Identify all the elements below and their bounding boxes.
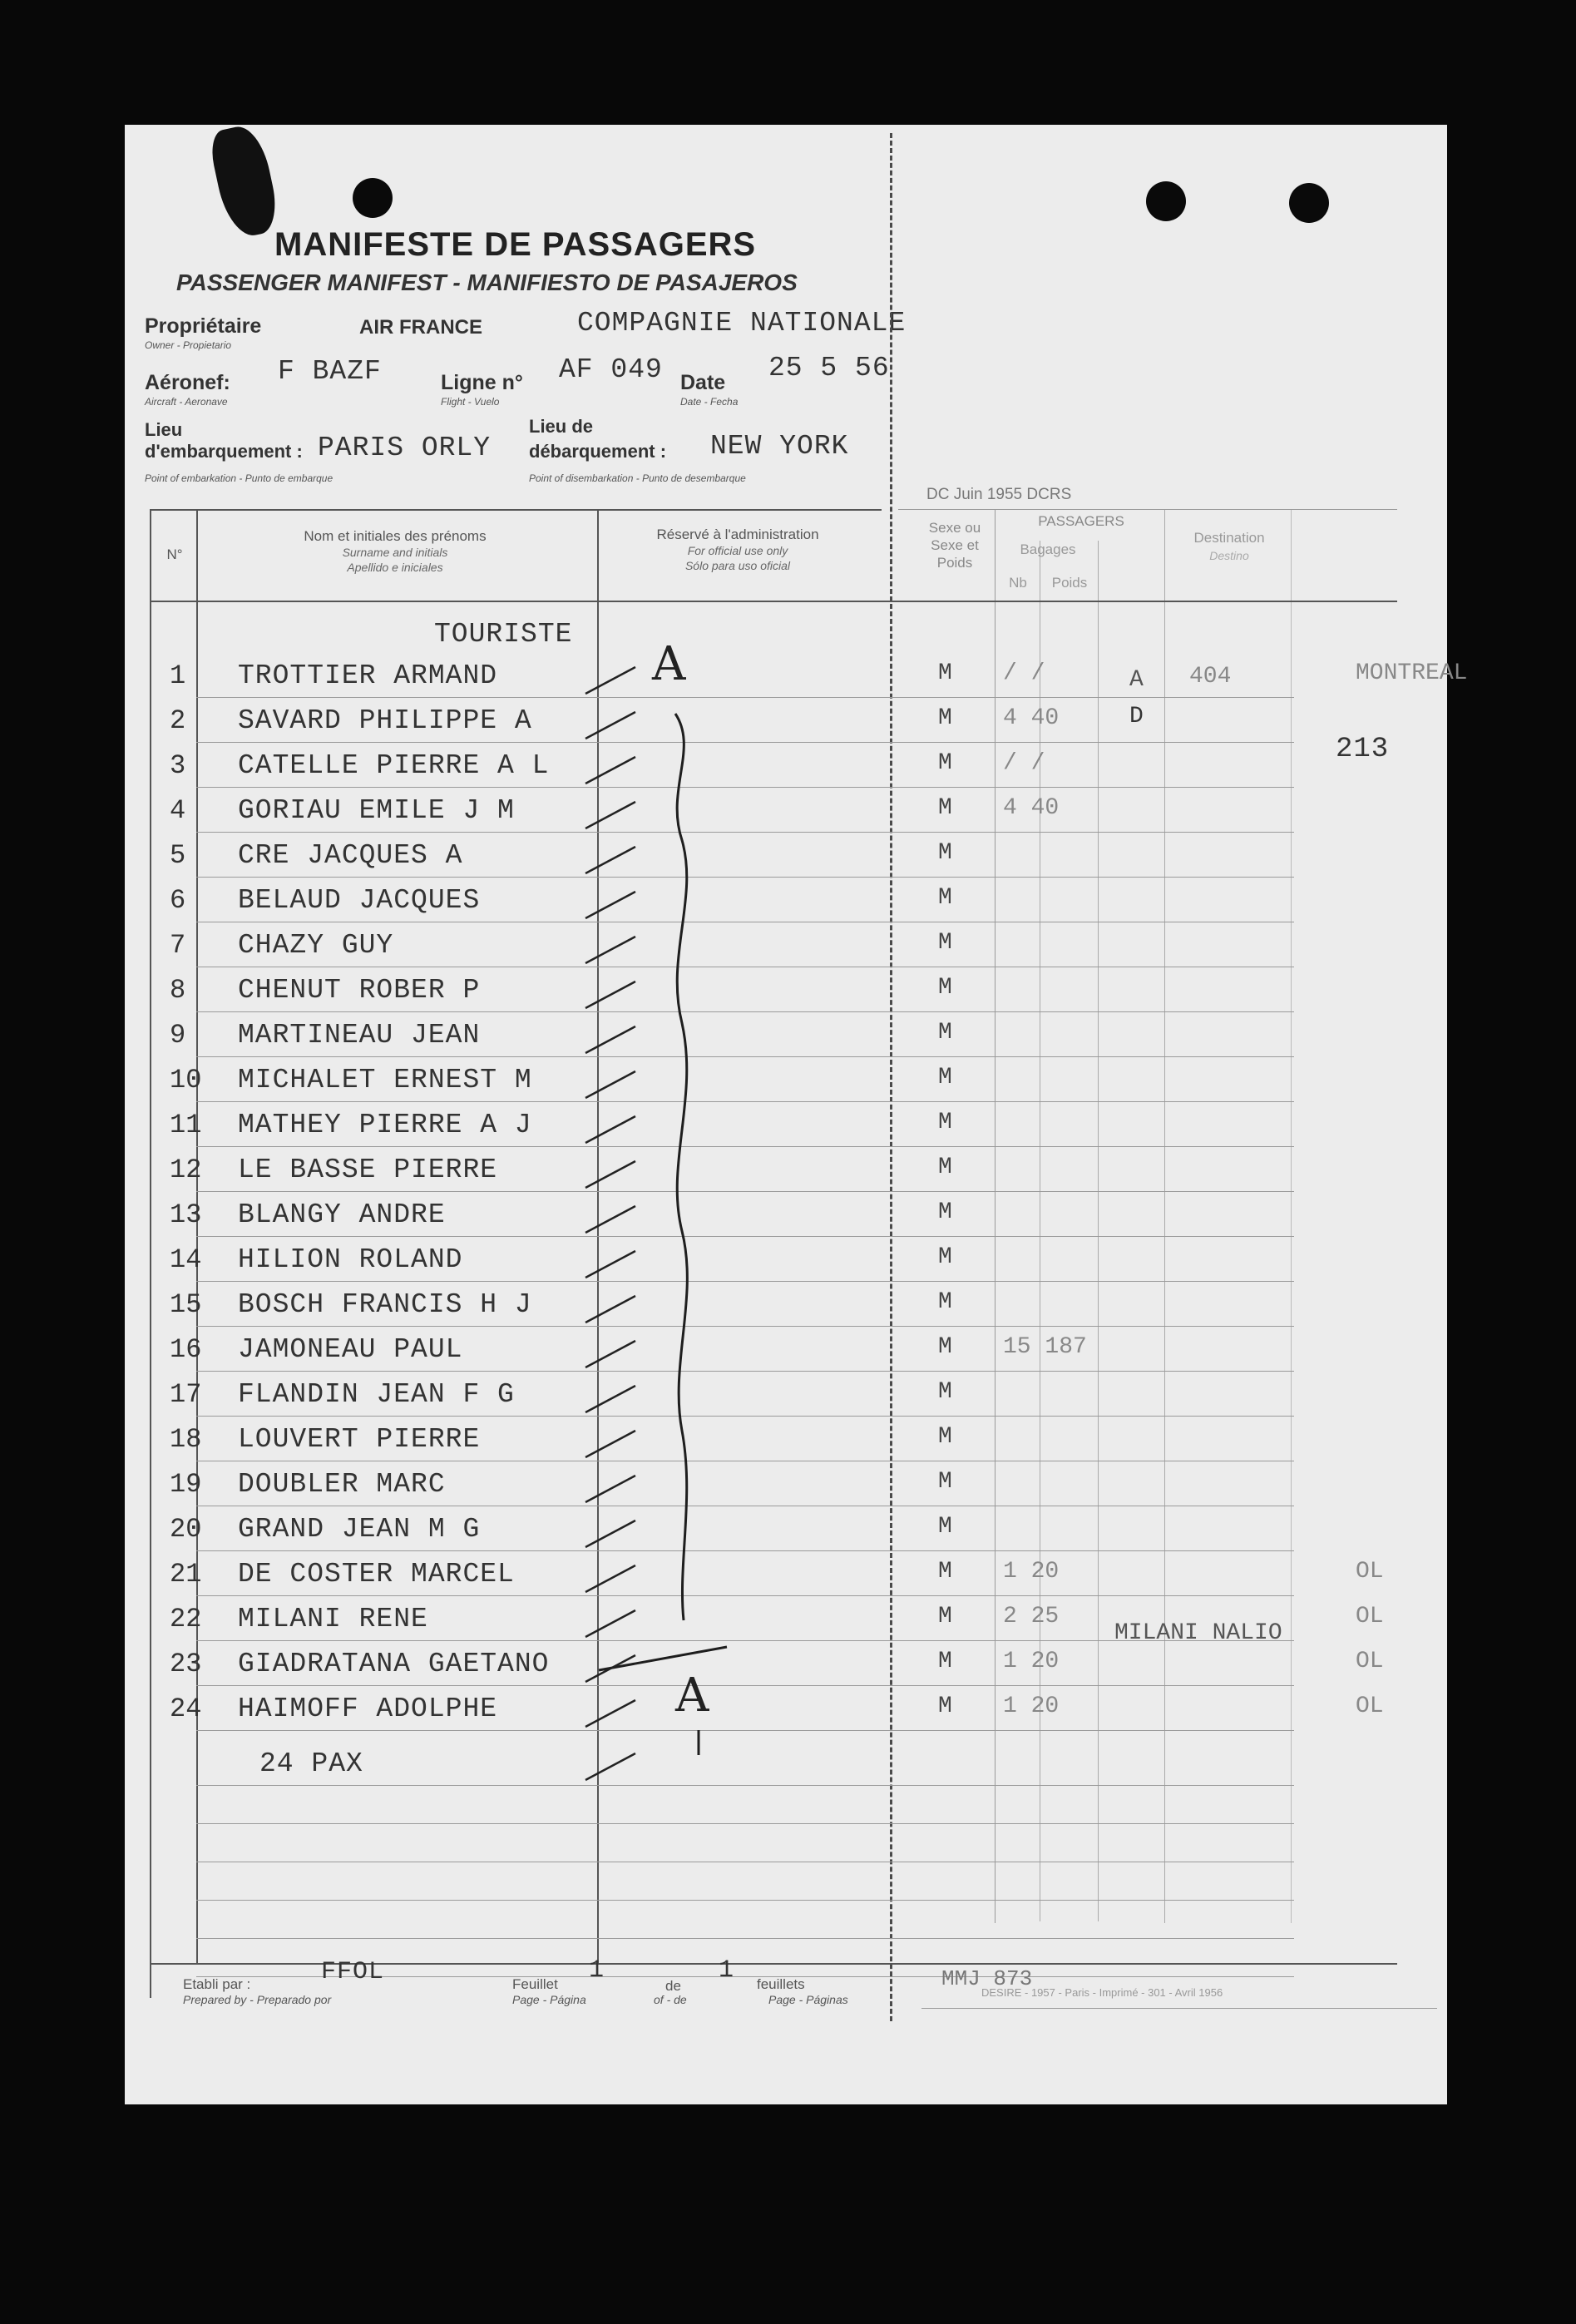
col-header-admin: Réservé à l'administration bbox=[656, 527, 819, 542]
check-tick bbox=[585, 712, 635, 739]
sheets-label: feuillets bbox=[757, 1976, 805, 1992]
passenger-destination: OL bbox=[1356, 1649, 1384, 1674]
check-tick bbox=[585, 1565, 635, 1592]
check-tick bbox=[585, 1026, 635, 1053]
passenger-number: 13 bbox=[170, 1199, 202, 1230]
row1-code: 404 bbox=[1189, 664, 1232, 690]
check-tick bbox=[585, 1476, 635, 1502]
passenger-number: 5 bbox=[170, 840, 186, 871]
company-value: COMPAGNIE NATIONALE bbox=[577, 308, 907, 339]
check-tick bbox=[585, 1700, 635, 1727]
col-header-destination: Destination bbox=[1193, 530, 1265, 546]
of-label: de bbox=[665, 1978, 681, 1994]
page-title: MANIFESTE DE PASSAGERS bbox=[274, 226, 757, 263]
passenger-name: DOUBLER MARC bbox=[238, 1469, 446, 1500]
class-label: TOURISTE bbox=[434, 619, 573, 650]
passenger-number: 1 bbox=[170, 660, 186, 691]
check-tick bbox=[585, 1341, 635, 1367]
page-subtitle: PASSENGER MANIFEST - MANIFIESTO DE PASAJEROS bbox=[176, 269, 798, 295]
col-header-name-sub: Surname and initials bbox=[342, 546, 448, 559]
total-passengers: 24 PAX bbox=[259, 1748, 363, 1779]
passenger-number: 18 bbox=[170, 1424, 202, 1455]
check-tick bbox=[585, 847, 635, 873]
passenger-number: 19 bbox=[170, 1469, 202, 1500]
row2-letter: D bbox=[1129, 704, 1144, 729]
passenger-number: 24 bbox=[170, 1694, 202, 1724]
passenger-name: GIADRATANA GAETANO bbox=[238, 1649, 550, 1679]
passenger-name: CRE JACQUES A bbox=[238, 840, 463, 871]
passenger-number: 10 bbox=[170, 1065, 202, 1095]
disembark-label-2: débarquement : bbox=[529, 441, 667, 462]
row22-note: MILANI NALIO bbox=[1114, 1620, 1282, 1646]
passenger-sex: M bbox=[938, 1065, 952, 1090]
passenger-sex: M bbox=[938, 1020, 952, 1046]
passenger-sex: M bbox=[938, 795, 952, 821]
check-tick bbox=[585, 757, 635, 784]
passenger-name: CATELLE PIERRE A L bbox=[238, 750, 550, 781]
passenger-sex: M bbox=[938, 1155, 952, 1180]
sheet-value: 1 bbox=[589, 1956, 605, 1985]
check-tick bbox=[585, 1251, 635, 1278]
passenger-number: 17 bbox=[170, 1379, 202, 1410]
col-header-name: Nom et initiales des prénoms bbox=[304, 528, 487, 544]
col-header-name-sub-2: Apellido e iniciales bbox=[347, 561, 443, 574]
passenger-baggage: 1 20 bbox=[1003, 1559, 1060, 1585]
check-tick bbox=[585, 667, 635, 694]
aircraft-value: F BAZF bbox=[278, 356, 382, 387]
check-tick bbox=[585, 1071, 635, 1098]
passenger-name: BLANGY ANDRE bbox=[238, 1199, 446, 1230]
col-header-admin-sub-2: Sólo para uso oficial bbox=[684, 559, 791, 572]
passenger-sex: M bbox=[938, 1244, 952, 1270]
col-header-no: N° bbox=[166, 546, 183, 562]
passenger-number: 9 bbox=[170, 1020, 186, 1051]
col-header-baggage: Bagages bbox=[1020, 541, 1076, 557]
passenger-sex: M bbox=[938, 1334, 952, 1360]
passenger-sex: M bbox=[938, 1514, 952, 1540]
passenger-number: 16 bbox=[170, 1334, 202, 1365]
check-tick bbox=[585, 1296, 635, 1323]
col-header-nb: Nb bbox=[1009, 575, 1027, 591]
passenger-number: 6 bbox=[170, 885, 186, 916]
passenger-sex: M bbox=[938, 1424, 952, 1450]
check-tick bbox=[585, 1520, 635, 1547]
passenger-baggage: / / bbox=[1003, 750, 1045, 776]
passenger-sex: M bbox=[938, 705, 952, 731]
passenger-number: 14 bbox=[170, 1244, 202, 1275]
passenger-name: BELAUD JACQUES bbox=[238, 885, 481, 916]
passenger-name: CHAZY GUY bbox=[238, 930, 394, 961]
passenger-baggage: 1 20 bbox=[1003, 1649, 1060, 1674]
embark-sublabel: Point of embarkation - Punto de embarque bbox=[145, 472, 333, 484]
passenger-number: 3 bbox=[170, 750, 186, 781]
col-header-admin-sub: For official use only bbox=[687, 544, 788, 557]
passenger-number: 12 bbox=[170, 1155, 202, 1185]
passenger-sex: M bbox=[938, 1199, 952, 1225]
sheet-label: Feuillet bbox=[512, 1976, 558, 1992]
passenger-sex: M bbox=[938, 1694, 952, 1719]
passenger-number: 11 bbox=[170, 1110, 202, 1140]
check-tick bbox=[585, 982, 635, 1008]
flight-sublabel: Flight - Vuelo bbox=[441, 396, 500, 408]
vertical-squiggle bbox=[675, 714, 687, 1620]
printer-line: DESIRE - 1957 - Paris - Imprimé - 301 - Avril 1956 bbox=[981, 1986, 1223, 1999]
passenger-number: 2 bbox=[170, 705, 186, 736]
passenger-sex: M bbox=[938, 1604, 952, 1629]
disembark-sublabel: Point of disembarkation - Punto de desembarque bbox=[529, 472, 746, 484]
passenger-name: JAMONEAU PAUL bbox=[238, 1334, 463, 1365]
passenger-number: 23 bbox=[170, 1649, 202, 1679]
passenger-number: 21 bbox=[170, 1559, 202, 1590]
col-header-passagers: PASSAGERS bbox=[1038, 513, 1124, 529]
check-tick bbox=[585, 802, 635, 828]
passenger-baggage: 1 20 bbox=[1003, 1694, 1060, 1719]
of-sublabel: of - de bbox=[654, 1993, 687, 2006]
date-sublabel: Date - Fecha bbox=[680, 396, 739, 408]
flight-value: AF 049 bbox=[559, 354, 663, 385]
passenger-number: 22 bbox=[170, 1604, 202, 1634]
page-number: 213 bbox=[1336, 734, 1390, 765]
passenger-destination: OL bbox=[1356, 1559, 1384, 1585]
check-tick bbox=[585, 1753, 635, 1780]
embark-label: Lieu bbox=[145, 419, 183, 440]
dc-note: DC Juin 1955 DCRS bbox=[926, 486, 1072, 503]
check-tick bbox=[585, 1161, 635, 1188]
aircraft-label: Aéronef: bbox=[145, 371, 230, 394]
passenger-sex: M bbox=[938, 1559, 952, 1585]
passenger-baggage: 15 187 bbox=[1003, 1334, 1087, 1360]
passenger-name: GRAND JEAN M G bbox=[238, 1514, 481, 1545]
owner-label: Propriétaire bbox=[145, 314, 262, 338]
passenger-name: MICHALET ERNEST M bbox=[238, 1065, 532, 1095]
passenger-name: HAIMOFF ADOLPHE bbox=[238, 1694, 498, 1724]
passenger-destination: MONTREAL bbox=[1356, 660, 1468, 686]
passenger-sex: M bbox=[938, 930, 952, 956]
passenger-sex: M bbox=[938, 1110, 952, 1135]
passenger-name: HILION ROLAND bbox=[238, 1244, 463, 1275]
embark-value: PARIS ORLY bbox=[318, 433, 492, 463]
owner-sublabel: Owner - Propietario bbox=[145, 339, 232, 351]
passenger-destination: OL bbox=[1356, 1694, 1384, 1719]
passenger-baggage: / / bbox=[1003, 660, 1045, 686]
check-tick bbox=[585, 1655, 635, 1682]
col-header-sex: Sexe ou Sexe et Poids bbox=[928, 520, 981, 571]
date-value: 25 5 56 bbox=[768, 353, 890, 383]
passenger-sex: M bbox=[938, 840, 952, 866]
passenger-name: LOUVERT PIERRE bbox=[238, 1424, 481, 1455]
passenger-name: SAVARD PHILIPPE A bbox=[238, 705, 532, 736]
passenger-sex: M bbox=[938, 885, 952, 911]
passenger-name: MILANI RENE bbox=[238, 1604, 428, 1634]
sheets-sublabel: Page - Páginas bbox=[768, 1993, 848, 2006]
flight-label: Ligne n° bbox=[441, 371, 523, 394]
passenger-baggage: 4 40 bbox=[1003, 795, 1060, 821]
passenger-baggage: 4 40 bbox=[1003, 705, 1060, 731]
reference-code: MMJ 873 bbox=[941, 1966, 1033, 1991]
passenger-name: MARTINEAU JEAN bbox=[238, 1020, 481, 1051]
date-label: Date bbox=[680, 371, 726, 394]
passenger-sex: M bbox=[938, 1289, 952, 1315]
passenger-name: GORIAU EMILE J M bbox=[238, 795, 515, 826]
check-tick bbox=[585, 937, 635, 963]
aircraft-sublabel: Aircraft - Aeronave bbox=[145, 396, 228, 408]
embark-label-2: d'embarquement : bbox=[145, 441, 303, 462]
row1-letter: A bbox=[1129, 667, 1144, 693]
col-header-poids: Poids bbox=[1051, 575, 1088, 591]
check-tick bbox=[585, 1431, 635, 1457]
underline-stroke bbox=[599, 1647, 727, 1670]
handwritten-a-mark: A bbox=[652, 637, 686, 691]
of-value: 1 bbox=[719, 1956, 735, 1985]
prepared-sublabel: Prepared by - Preparado por bbox=[183, 1993, 332, 2006]
passenger-sex: M bbox=[938, 1649, 952, 1674]
prepared-label: Etabli par : bbox=[183, 1976, 251, 1992]
check-tick bbox=[585, 1206, 635, 1233]
check-tick bbox=[585, 1386, 635, 1412]
passenger-number: 20 bbox=[170, 1514, 202, 1545]
check-tick bbox=[585, 1610, 635, 1637]
passenger-number: 15 bbox=[170, 1289, 202, 1320]
passenger-sex: M bbox=[938, 975, 952, 1001]
passenger-name: FLANDIN JEAN F G bbox=[238, 1379, 515, 1410]
passenger-destination: OL bbox=[1356, 1604, 1384, 1629]
passenger-sex: M bbox=[938, 660, 952, 686]
prepared-value: FFOL bbox=[321, 1958, 385, 1986]
footer-bottom-border bbox=[921, 2008, 1437, 2009]
handwritten-a-mark-2: A bbox=[675, 1669, 709, 1723]
col-header-destination-sub: Destino bbox=[1209, 549, 1249, 562]
passenger-name: CHENUT ROBER P bbox=[238, 975, 481, 1006]
check-tick bbox=[585, 892, 635, 918]
disembark-value: NEW YORK bbox=[710, 431, 849, 462]
sheet-sublabel: Page - Página bbox=[512, 1993, 586, 2006]
passenger-sex: M bbox=[938, 750, 952, 776]
passenger-sex: M bbox=[938, 1469, 952, 1495]
passenger-baggage: 2 25 bbox=[1003, 1604, 1060, 1629]
passenger-number: 7 bbox=[170, 930, 186, 961]
passenger-name: DE COSTER MARCEL bbox=[238, 1559, 515, 1590]
passenger-name: BOSCH FRANCIS H J bbox=[238, 1289, 532, 1320]
passenger-name: TROTTIER ARMAND bbox=[238, 660, 498, 691]
passenger-number: 4 bbox=[170, 795, 186, 826]
owner-value: AIR FRANCE bbox=[359, 316, 482, 339]
passenger-sex: M bbox=[938, 1379, 952, 1405]
check-tick bbox=[585, 1116, 635, 1143]
passenger-name: LE BASSE PIERRE bbox=[238, 1155, 498, 1185]
disembark-label: Lieu de bbox=[529, 416, 594, 437]
passenger-number: 8 bbox=[170, 975, 186, 1006]
passenger-name: MATHEY PIERRE A J bbox=[238, 1110, 532, 1140]
